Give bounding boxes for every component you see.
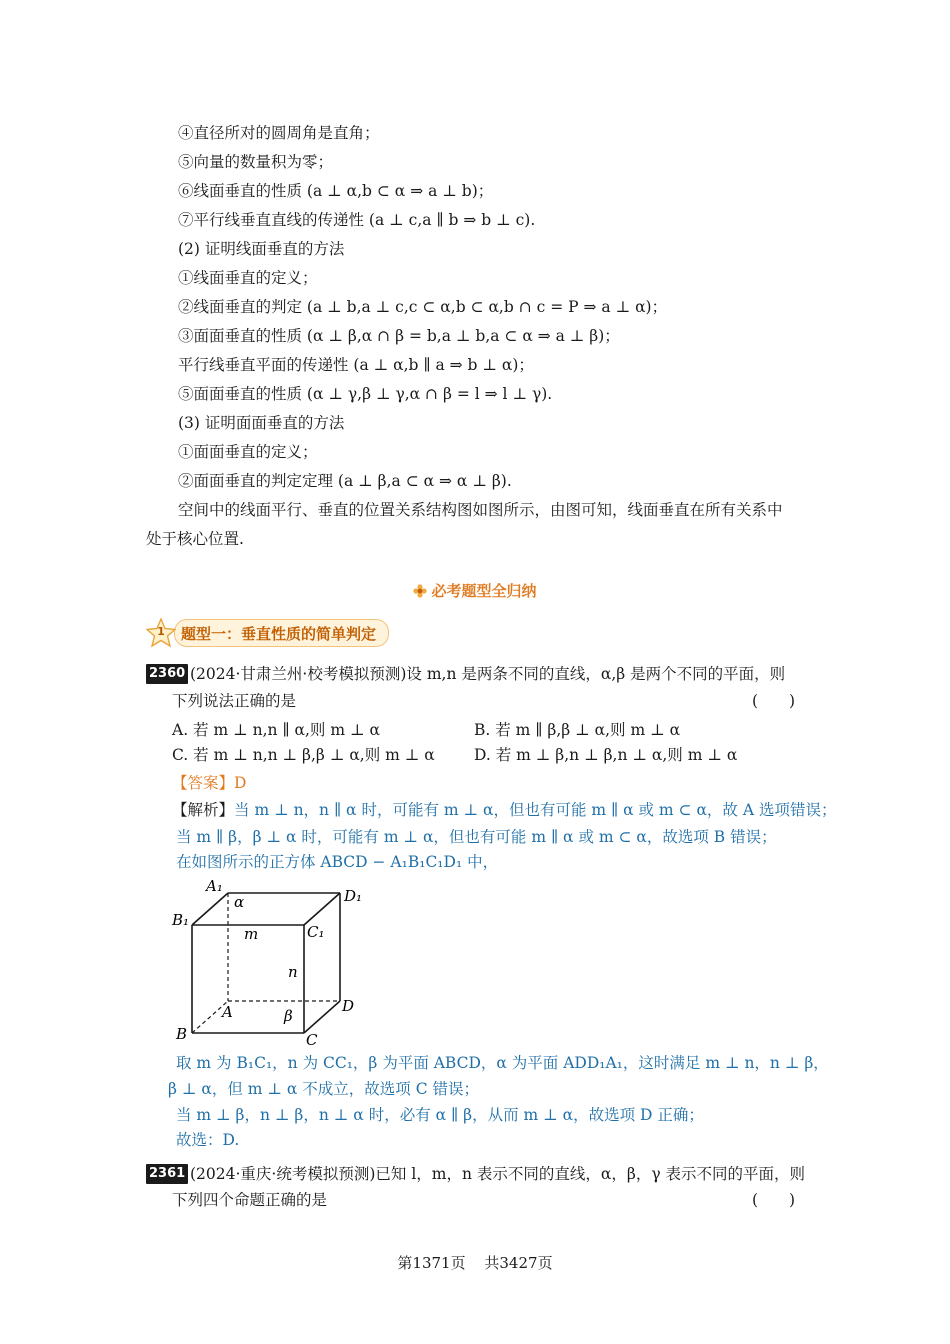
answer-label: 【答案】 — [172, 774, 235, 792]
edge-c1d1 — [304, 893, 340, 925]
question-number-2360: 2360 — [146, 664, 188, 684]
intro-line-2: ⑤向量的数量积为零； — [178, 153, 334, 171]
intro-line-12: ①面面垂直的定义； — [178, 443, 318, 461]
topic-number: 1 — [157, 625, 165, 638]
q2360-option-d: D. 若 m ⊥ β,n ⊥ β,n ⊥ α,则 m ⊥ α — [474, 746, 738, 764]
intro-line-9: 平行线垂直平面的传递性 (a ⊥ α,b ∥ a ⇒ b ⊥ α)； — [178, 356, 534, 374]
edge-a1b1 — [192, 893, 228, 925]
intro-line-13: ②面面垂直的判定定理 (a ⊥ β,a ⊂ α ⇒ α ⊥ β). — [178, 472, 512, 490]
q2360-option-b: B. 若 m ∥ β,β ⊥ α,则 m ⊥ α — [474, 721, 681, 739]
q2360-answer — [172, 772, 246, 794]
label-a: A — [222, 1003, 233, 1021]
q2360-option-c: C. 若 m ⊥ n,n ⊥ β,β ⊥ α,则 m ⊥ α — [172, 746, 435, 764]
q2360-analysis-line4: 取 m 为 B₁C₁，n 为 CC₁，β 为平面 ABCD，α 为平面 ADD₁A₁，这时满足 m ⊥ n，n ⊥ β， — [176, 1054, 829, 1072]
topic-badge — [146, 618, 389, 648]
question-number-2361: 2361 — [146, 1164, 188, 1184]
cube-diagram — [168, 875, 368, 1047]
intro-line-3: ⑥线面垂直的性质 (a ⊥ α,b ⊂ α ⇒ a ⊥ b)； — [178, 182, 494, 200]
q2361-answer-blank: ( ) — [752, 1191, 796, 1209]
analysis-text-1: 当 m ⊥ n，n ∥ α 时，可能有 m ⊥ α，但也有可能 m ∥ α 或 m ⊂ α，故 A 选项错误； — [234, 801, 837, 819]
intro-line-1: ④直径所对的圆周角是直角； — [178, 124, 380, 142]
analysis-label: 【解析】 — [172, 801, 235, 819]
label-c: C — [306, 1031, 318, 1047]
q2360-answer-blank: ( ) — [752, 692, 796, 710]
flower-icon — [413, 584, 427, 598]
q2360-analysis-line2: 当 m ∥ β，β ⊥ α 时，可能有 m ⊥ α，但也有可能 m ∥ α 或 m ⊂ α，故选项 B 错误； — [176, 828, 777, 846]
page-footer — [0, 1252, 950, 1273]
section-title — [0, 580, 950, 601]
topic-title: 题型一：垂直性质的简单判定 — [174, 619, 389, 647]
intro-line-11: (3) 证明面面垂直的方法 — [178, 414, 345, 432]
intro-line-15: 处于核心位置. — [146, 530, 244, 548]
intro-line-14: 空间中的线面平行、垂直的位置关系结构图如图所示，由图可知，线面垂直在所有关系中 — [178, 501, 783, 519]
page-number: 第1371页 — [397, 1254, 466, 1272]
label-b1: B₁ — [172, 911, 190, 929]
q2360-stem-line2: 下列说法正确的是 — [172, 692, 297, 710]
label-n: n — [288, 963, 298, 981]
label-b: B — [176, 1025, 188, 1043]
intro-line-8: ③面面垂直的性质 (α ⊥ β,α ∩ β = b,a ⊥ b,a ⊂ α ⇒ a ⊥ β)； — [178, 327, 620, 345]
star-number-icon — [146, 618, 176, 648]
intro-line-7: ②线面垂直的判定 (a ⊥ b,a ⊥ c,c ⊂ α,b ⊂ α,b ∩ c = P ⇒ a ⊥ α)； — [178, 298, 668, 316]
intro-line-4: ⑦平行线垂直直线的传递性 (a ⊥ c,a ∥ b ⇒ b ⊥ c). — [178, 211, 536, 229]
q2360-option-a: A. 若 m ⊥ n,n ∥ α,则 m ⊥ α — [172, 721, 380, 739]
q2360-analysis-line1 — [172, 799, 836, 821]
label-m: m — [244, 925, 259, 943]
label-c1: C₁ — [307, 923, 325, 941]
section-title-text: 必考题型全归纳 — [431, 582, 537, 600]
label-d: D — [342, 997, 355, 1015]
q2361-stem-line1: (2024·重庆·统考模拟预测)已知 l，m，n 表示不同的直线，α，β，γ 表示不同的平面，则 — [190, 1165, 806, 1183]
q2360-analysis-line6: 当 m ⊥ β，n ⊥ β，n ⊥ α 时，必有 α ∥ β，从而 m ⊥ α，故选项 D 正确； — [176, 1106, 704, 1124]
label-beta: β — [284, 1007, 293, 1025]
answer-value: D — [234, 774, 247, 792]
q2360-analysis-line5: β ⊥ α，但 m ⊥ α 不成立，故选项 C 错误； — [168, 1080, 480, 1098]
q2360-stem-line1: (2024·甘肃兰州·校考模拟预测)设 m,n 是两条不同的直线，α,β 是两个不同的平面，则 — [190, 665, 786, 683]
intro-line-10: ⑤面面垂直的性质 (α ⊥ γ,β ⊥ γ,α ∩ β = l ⇒ l ⊥ γ). — [178, 385, 553, 403]
intro-line-6: ①线面垂直的定义； — [178, 269, 318, 287]
intro-line-5: (2) 证明线面垂直的方法 — [178, 240, 345, 258]
label-a1: A₁ — [206, 877, 223, 895]
total-pages: 共3427页 — [484, 1254, 553, 1272]
q2360-analysis-line7: 故选：D. — [176, 1131, 240, 1149]
label-d1: D₁ — [344, 887, 363, 905]
label-alpha: α — [234, 893, 245, 911]
q2361-stem-line2: 下列四个命题正确的是 — [172, 1191, 328, 1209]
q2360-analysis-line3: 在如图所示的正方体 ABCD − A₁B₁C₁D₁ 中， — [176, 853, 499, 871]
edge-cd — [304, 1001, 340, 1033]
